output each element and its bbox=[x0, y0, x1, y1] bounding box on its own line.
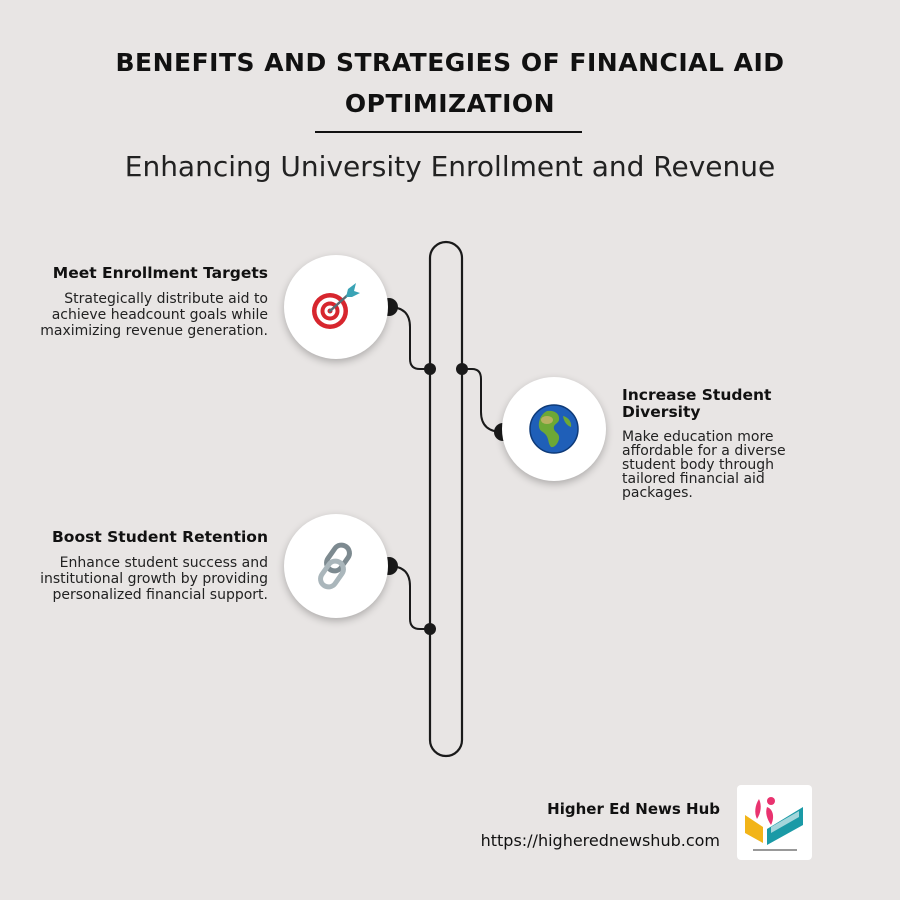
retention-title: Boost Student Retention bbox=[51, 528, 268, 546]
connector-retention bbox=[389, 566, 430, 629]
node-retention-track bbox=[424, 623, 436, 635]
brand-logo bbox=[737, 785, 812, 860]
chain-link-icon bbox=[308, 538, 364, 594]
retention-block bbox=[40, 529, 268, 603]
diversity-title: Increase Student Diversity bbox=[622, 386, 772, 421]
diversity-block bbox=[622, 387, 802, 500]
node-enrollment-track bbox=[424, 363, 436, 375]
globe-icon bbox=[527, 402, 581, 456]
retention-description: Enhance student success and institutional growth by providing personalized financial support. bbox=[40, 555, 268, 603]
diversity-description: Make education more affordable for a diverse student body through tailored financial aid packages. bbox=[622, 429, 786, 501]
enrollment-icon-circle bbox=[284, 255, 388, 359]
footer-url[interactable]: https://higherednewshub.com bbox=[480, 831, 720, 850]
diversity-icon-circle bbox=[502, 377, 606, 481]
node-diversity-track bbox=[456, 363, 468, 375]
enrollment-block bbox=[40, 265, 268, 339]
page-subtitle: Enhancing University Enrollment and Revenue bbox=[124, 150, 776, 183]
vertical-track bbox=[430, 242, 462, 756]
target-dart-icon bbox=[308, 279, 364, 335]
page-title: BENEFITS AND STRATEGIES OF FINANCIAL AID OPTIMIZATION bbox=[115, 48, 785, 118]
enrollment-title: Meet Enrollment Targets bbox=[52, 264, 268, 282]
footer-brand-name: Higher Ed News Hub bbox=[547, 800, 720, 818]
connector-enrollment bbox=[389, 307, 430, 369]
retention-icon-circle bbox=[284, 514, 388, 618]
connector-diversity bbox=[462, 369, 503, 432]
book-logo-icon bbox=[737, 785, 812, 860]
enrollment-description: Strategically distribute aid to achieve headcount goals while maximizing revenue generation. bbox=[40, 291, 268, 339]
